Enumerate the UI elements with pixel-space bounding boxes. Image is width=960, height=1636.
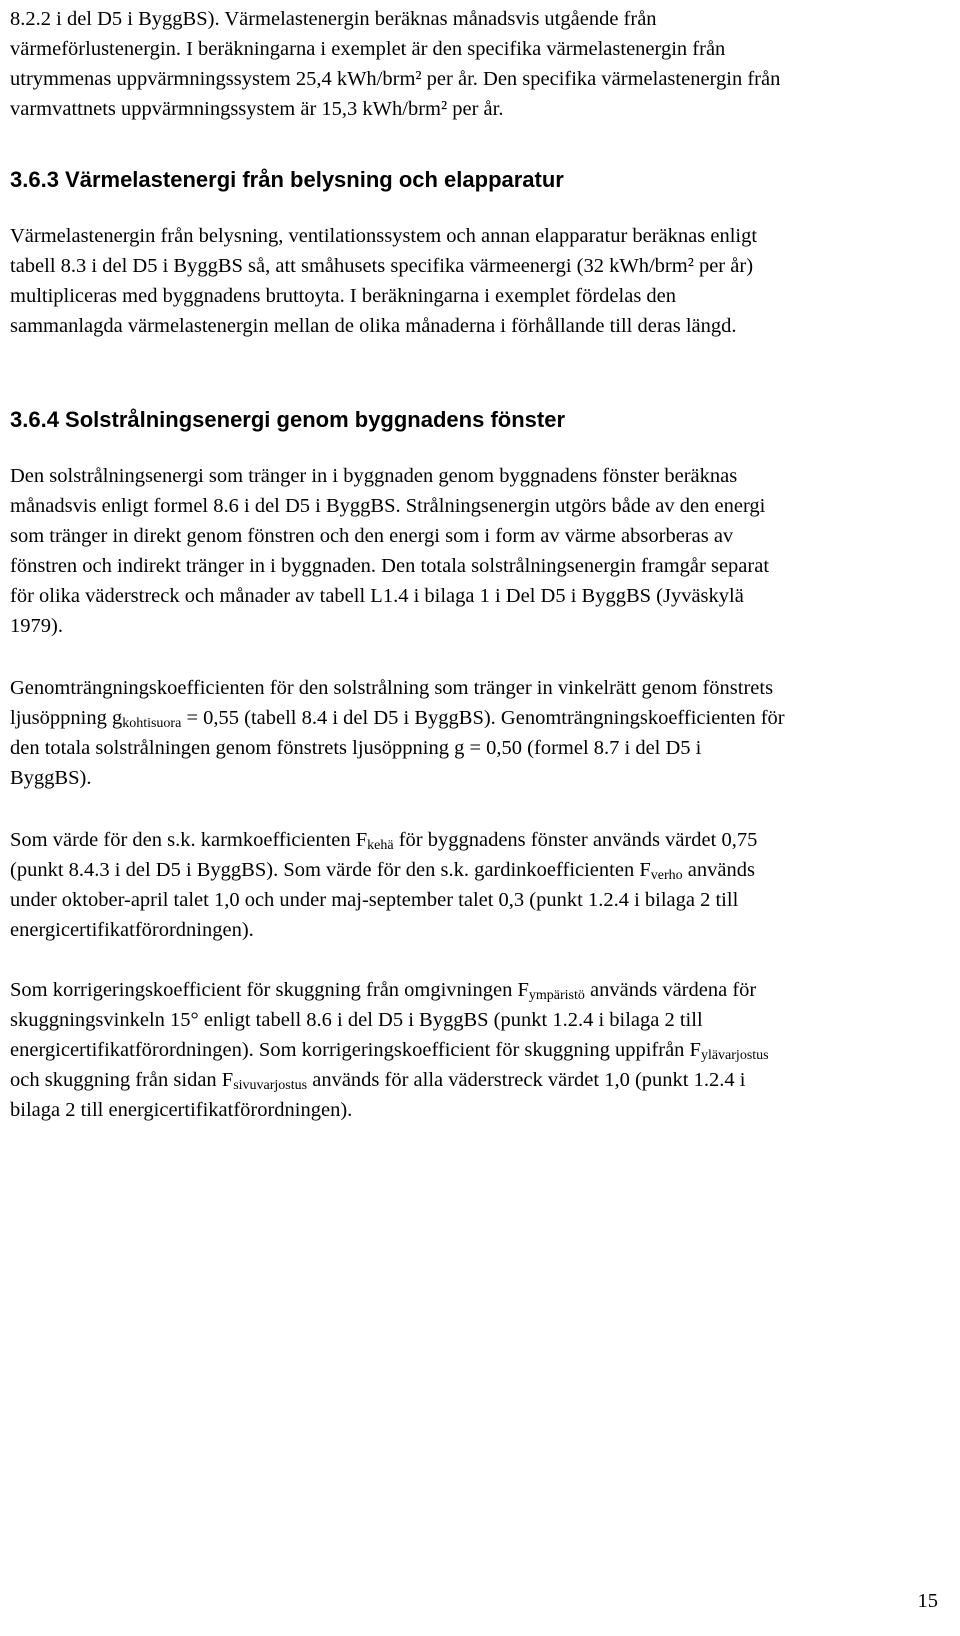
text-segment: = 0,55 (tabell 8.4 i del D5 i ByggBS). Genomträngningskoefficienten för bbox=[181, 707, 785, 729]
paragraph-3-6-3 bbox=[10, 221, 940, 341]
subscript: kehä bbox=[367, 838, 394, 853]
text-line: varmvattnets uppvärmningssystem är 15,3 kWh/brm² per år. bbox=[10, 98, 504, 120]
text-line: 1979). bbox=[10, 615, 63, 637]
text-line: Genomträngningskoefficienten för den solstrålning som tränger in vinkelrätt genom fönstrets bbox=[10, 677, 774, 699]
text-line bbox=[10, 1065, 940, 1095]
text-line: bilaga 2 till energicertifikatförordningen). bbox=[10, 1099, 353, 1121]
text-segment: ljusöppning g bbox=[10, 707, 123, 729]
text-segment: och skuggning från sidan F bbox=[10, 1069, 234, 1091]
text-line: under oktober-april talet 1,0 och under maj-september talet 0,3 (punkt 1.2.4 i bilaga 2 till bbox=[10, 889, 739, 911]
text-segment: Som värde för den s.k. karmkoefficienten F bbox=[10, 829, 368, 851]
text-line: som tränger in direkt genom fönstren och den energi som i form av värme absorberas av bbox=[10, 525, 734, 547]
paragraph-solar-energy bbox=[10, 461, 940, 641]
text-line: multipliceras med byggnadens bruttoyta. I beräkningarna i exemplet fördelas den bbox=[10, 285, 677, 307]
text-segment: energicertifikatförordningen). Som korrigeringskoefficient för skuggning uppifrån F bbox=[10, 1039, 701, 1061]
text-line: Värmelastenergin från belysning, ventilationssystem och annan elapparatur beräknas enligt bbox=[10, 225, 758, 247]
text-segment: används för alla väderstreck värdet 1,0 (punkt 1.2.4 i bbox=[307, 1069, 746, 1091]
text-line: skuggningsvinkeln 15° enligt tabell 8.6 i del D5 i ByggBS (punkt 1.2.4 i bilaga 2 till bbox=[10, 1009, 703, 1031]
text-line: för olika väderstreck och månader av tabell L1.4 i bilaga 1 i Del D5 i ByggBS (Jyväskylä bbox=[10, 585, 744, 607]
subscript: kohtisuora bbox=[122, 716, 182, 731]
text-line: energicertifikatförordningen). bbox=[10, 919, 254, 941]
text-line: Den solstrålningsenergi som tränger in i byggnaden genom byggnadens fönster beräknas bbox=[10, 465, 738, 487]
text-line: tabell 8.3 i del D5 i ByggBS så, att småhusets specifika värmeenergi (32 kWh/brm² per år) bbox=[10, 255, 754, 277]
section-heading-3-6-3: 3.6.3 Värmelastenergi från belysning och elapparatur bbox=[10, 167, 564, 192]
text-line: den totala solstrålningen genom fönstrets ljusöppning g = 0,50 (formel 8.7 i del D5 i bbox=[10, 737, 702, 759]
text-line bbox=[10, 825, 940, 855]
text-line bbox=[10, 703, 940, 733]
text-line bbox=[10, 855, 940, 885]
text-line: sammanlagda värmelastenergin mellan de olika månaderna i förhållande till deras längd. bbox=[10, 315, 737, 337]
page-number: 15 bbox=[917, 1590, 938, 1612]
text-line bbox=[10, 1035, 940, 1065]
paragraph-intro bbox=[10, 4, 940, 124]
text-segment: för byggnadens fönster används värdet 0,75 bbox=[393, 829, 758, 851]
section-heading-3-6-4: 3.6.4 Solstrålningsenergi genom byggnadens fönster bbox=[10, 407, 566, 432]
text-line: månadsvis enligt formel 8.6 i del D5 i ByggBS. Strålningsenergin utgörs både av den energi bbox=[10, 495, 766, 517]
text-line: 8.2.2 i del D5 i ByggBS). Värmelastenergin beräknas månadsvis utgående från bbox=[10, 8, 657, 30]
text-segment: (punkt 8.4.3 i del D5 i ByggBS). Som värde för den s.k. gardinkoefficienten F bbox=[10, 859, 651, 881]
text-line: ByggBS). bbox=[10, 767, 92, 789]
paragraph-transmission-coefficient bbox=[10, 673, 940, 793]
text-segment: Som korrigeringskoefficient för skuggning från omgivningen F bbox=[10, 979, 529, 1001]
text-line bbox=[10, 975, 940, 1005]
subscript: verho bbox=[650, 868, 683, 883]
subscript: sivuvarjostus bbox=[233, 1078, 308, 1093]
text-line: värmeförlustenergin. I beräkningarna i exemplet är den specifika värmelastenergin från bbox=[10, 38, 726, 60]
subscript: ylävarjostus bbox=[700, 1048, 769, 1063]
text-segment: används värdena för bbox=[584, 979, 757, 1001]
paragraph-shading-coefficient bbox=[10, 975, 940, 1125]
text-line: utrymmenas uppvärmningssystem 25,4 kWh/brm² per år. Den specifika värmelastenergin från bbox=[10, 68, 781, 90]
paragraph-frame-coefficient bbox=[10, 825, 940, 945]
subscript: ympäristö bbox=[528, 988, 585, 1003]
text-segment: används bbox=[682, 859, 755, 881]
text-line: fönstren och indirekt tränger in i byggnaden. Den totala solstrålningsenergin framgår separat bbox=[10, 555, 770, 577]
